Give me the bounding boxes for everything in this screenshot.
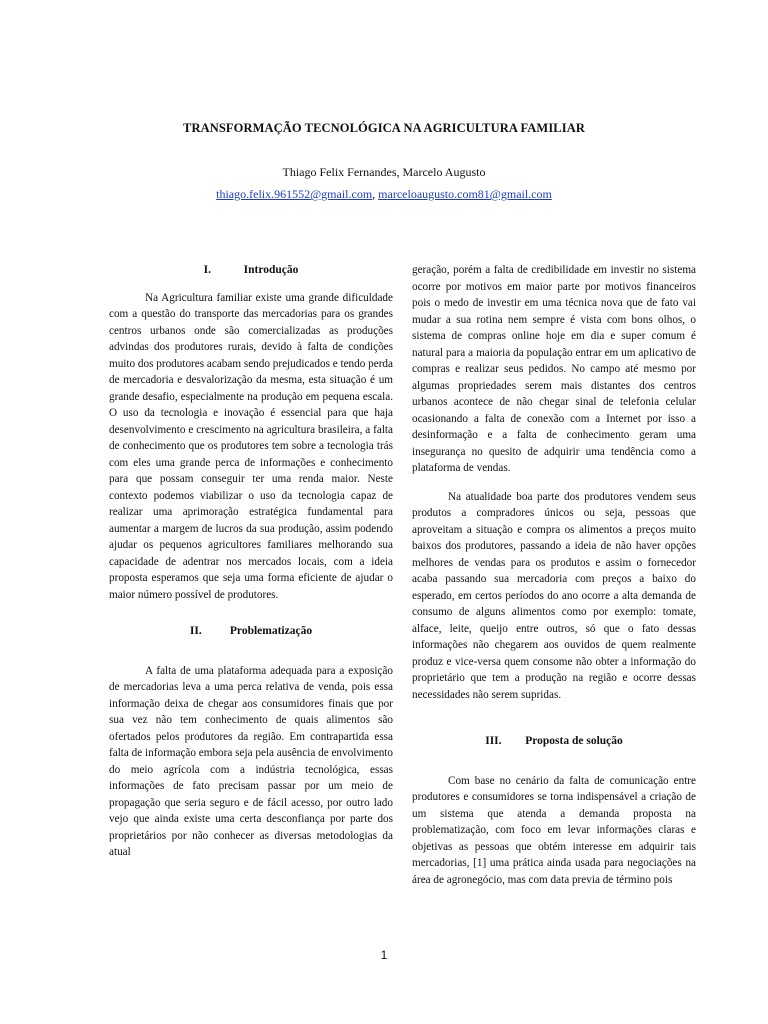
- right-column: [412, 262, 696, 888]
- section-number: II.: [189, 625, 202, 637]
- section-title: Problematização: [229, 625, 313, 637]
- section-title: Proposta de solução: [525, 735, 623, 747]
- email-separator: ,: [372, 187, 376, 201]
- author-emails: [0, 187, 768, 202]
- email-link-second[interactable]: marceloaugusto.com81@gmail.com: [378, 187, 552, 201]
- section-heading-solution: [412, 733, 696, 750]
- paper-title: TRANSFORMAÇÃO TECNOLÓGICA NA AGRICULTURA FAMILIAR: [183, 121, 585, 135]
- email-link-first[interactable]: thiago.felix.961552@gmail.com: [216, 187, 373, 201]
- problematization-continuation-paragraph: geração, porém a falta de credibilidade em investir no sistema ocorre por motivos em maior parte por motivos financeiros pois o medo de investir em uma técnica nova que de fato vai mudar a sua rotina nem sempre é vista com bons olhos, o sistema de compras online hoje em dia e super comum é natural para a maioria da população entrar em um aplicativo de compras e realizar seus pedidos. No campo até mesmo por algumas propriedades serem mais distantes dos centros urbanos acontece de não chegar sinal de telefonia celular ocasionando a falta de conexão com a Internet por isso a desinformação e a falta de conhecimento geram uma insegurança no quesito de adquirir uma tendência como a plataforma de vendas.: [412, 264, 696, 474]
- section-heading-problematization: [109, 623, 393, 640]
- market-paragraph: Na atualidade boa parte dos produtores vendem seus produtos a compradores únicos ou seja, pessoas que aproveitam a situação e compra os alimentos a preços muito baixos dos produtores, passando a ideia de não haver opções melhores de vendas para os produtos e assim o fornecedor acaba passando sua mercadoria com preços a baixo do esperado, em certos períodos do ano ocorre a alta demanda de consumo de alguns alimentos como por exemplo: tomate, alface, leite, queijo entre outros, só que o fato dessas informações não chegarem aos ouvidos de quem realmente produz e vice-versa quem consome não obter a informação do proprietário que tem a produção na região e ocorre dessas necessidades não serem supridas.: [412, 490, 696, 701]
- problematization-paragraph: A falta de uma plataforma adequada para a exposição de mercadorias leva a uma perca relativa de venda, pois essa informação deixa de chegar aos consumidores finais que por sua vez não tem conhecimento de quais alimentos são ofertados pelos produtores da região. Em contrapartida essa falta de informação embora seja pela ausência de envolvimento do meio agrícola com a indústria tecnológica, essas informações de fato precisam passar por um meio de propagação que seria seguro e de fácil acesso, por outro lado vejo que ainda existe uma certa desconfiança por parte dos proprietários por não conhecer as diversas metodologias da atual: [109, 664, 393, 858]
- left-column: [109, 262, 393, 861]
- section-heading-introduction: [109, 262, 393, 279]
- section-number: III.: [485, 735, 502, 747]
- solution-paragraph: Com base no cenário da falta de comunicação entre produtores e consumidores se torna indispensável a criação de um sistema que atenda a demanda proposta na problematização, com foco em levar informações claras e objetivas as pessoas que obtém interesse em adquirir tais mercadorias, [1] uma prática ainda usada para negociações na área de agronegócio, mas com data previa de término pois: [412, 774, 696, 886]
- section-title: Introdução: [243, 264, 299, 276]
- author-list: Thiago Felix Fernandes, Marcelo Augusto: [282, 165, 486, 179]
- page-number: 1: [380, 948, 388, 962]
- introduction-paragraph: Na Agricultura familiar existe uma grande dificuldade com a questão do transporte das mercadorias para os grandes centros urbanos onde são comercializadas as produções advindas dos produtores rurais, devido à falta de condições muito dos produtores acabam sendo prejudicados e tendo perda de mercadoria e desvalorização da mesma, esta situação é um grande desafio, especialmente na produção em pequena escala. O uso da tecnologia e inovação é essencial para que haja desenvolvimento e crescimento na agricultura brasileira, a falta de conhecimento que os produtores tem sobre a tecnologia trás com eles uma grande perca de informações e conhecimento para que possam conseguir ter uma renda maior. Neste contexto podemos viabilizar o uso da tecnologia capaz de realizar uma aprimoração estratégica fundamental para aumentar a margem de lucros da sua produção, assim podendo ajudar os pequenos agricultores familiares melhorando sua capacidade de adentrar nos mercados locais, com a ideia proposta esperamos que seja uma forma eficiente de ajudar o maior número possível de produtores.: [109, 291, 393, 601]
- section-number: I.: [203, 264, 211, 276]
